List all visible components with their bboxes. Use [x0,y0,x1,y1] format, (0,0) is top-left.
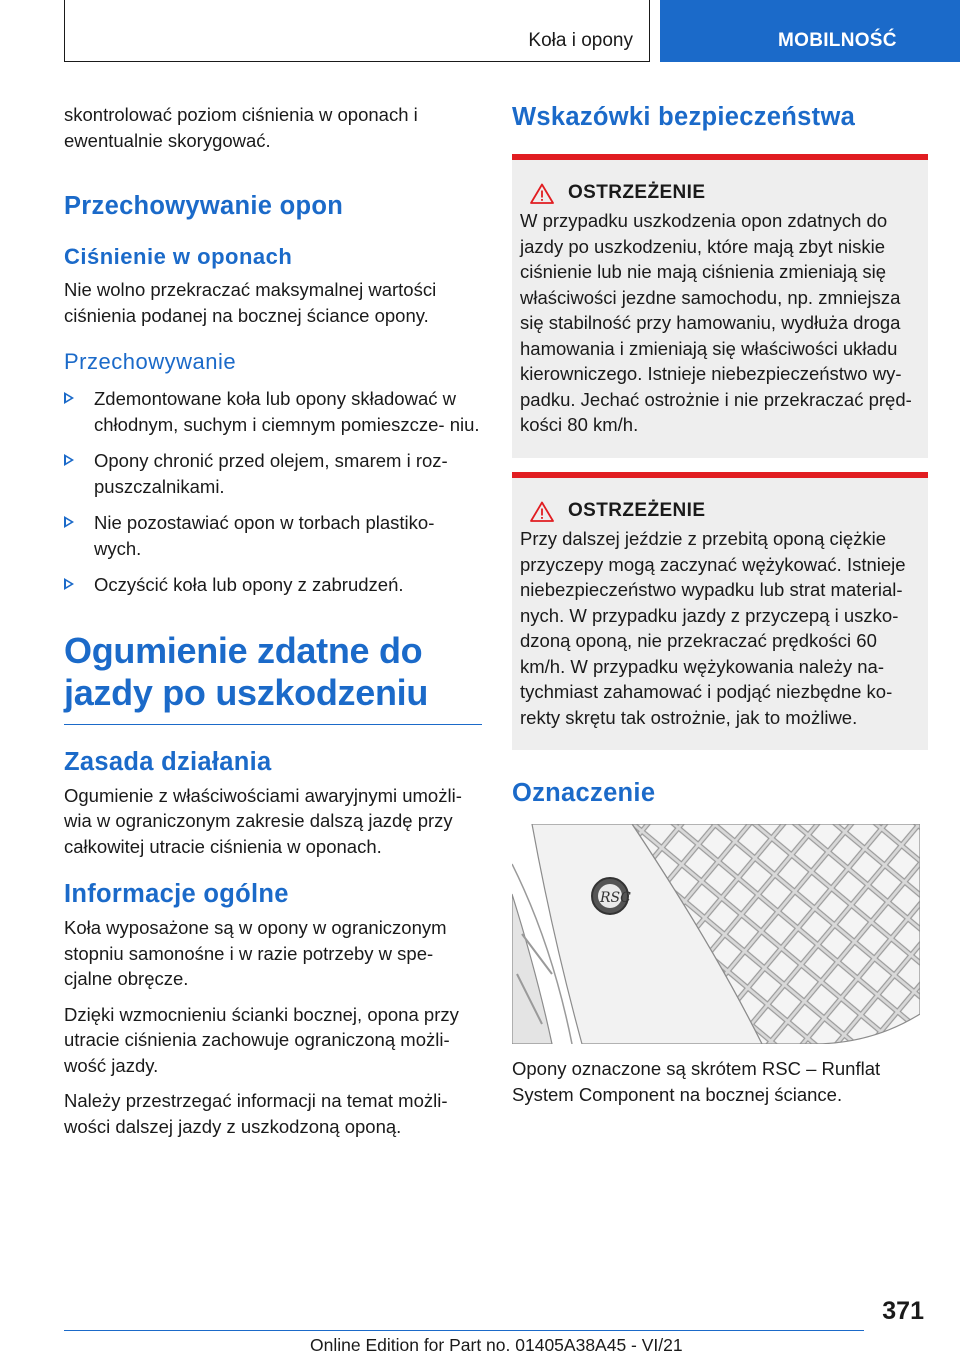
warning-title-2 [520,500,920,522]
svg-text:RSC: RSC [600,890,631,906]
warning-box-1 [512,154,928,458]
heading-runflat: Ogumienie zdatne do jazdy po uszkodzeniu [64,629,429,713]
left-column [64,102,482,1139]
warning-label: OSTRZEŻENIE [568,500,706,521]
heading-safety: Wskazówki bezpieczeństwa [512,103,856,131]
runflat-heading-block [64,630,482,725]
warning-text-1: W przypadku uszkodzenia opon zdatnych do jazdy po uszkodzeniu, które mają zbyt niskie ciśnienie lub nie mają ciśnienia zmieniają się właściwości jezdne samochodu, np. zmniejsza się stabilność przy hamowaniu, wydłuża droga hamowania i zmieniają się właściwości układu kierowniczego. Istnieje niebezpieczeństwo wy- padku. Jechać ostrożnie i nie przekraczać pręd- kości 80 km/h. [520,210,912,435]
triangle-bullet-icon [64,578,74,590]
list-item: Nie pozostawiać opon w torbach plastiko- wych. [64,510,482,561]
warning-title-1 [520,182,920,204]
header-box [64,0,650,62]
rsc-tire-sidewall-image [512,824,920,1044]
footer-rule [64,1330,864,1331]
heading-storing: Przechowywanie [64,349,237,374]
right-column [512,102,928,1107]
general-text-2: Dzięki wzmocnieniu ścianki bocznej, opona przy utracie ciśnienia zachowuje ograniczoną możli- wość jazdy. [64,1003,459,1076]
general-text-1: Koła wyposażone są w opony w ograniczonym stopniu samonośne i w razie potrzeby w spe- cjalne obręcze. [64,917,447,989]
heading-tire-storage: Przechowywanie opon [64,192,344,220]
page-number: 371 [882,1297,924,1325]
list-item: Opony chronić przed olejem, smarem i roz- puszczalnikami. [64,448,482,499]
heading-general-info: Informacje ogólne [64,880,289,908]
triangle-bullet-icon [64,392,74,404]
warning-label: OSTRZEŻENIE [568,182,706,203]
heading-principle: Zasada działania [64,747,272,776]
footer-edition: Online Edition for Part no. 01405A38A45 - VI/21 [310,1335,683,1355]
list-item: Zdemontowane koła lub opony składować w chłodnym, suchym i ciemnym pomieszcze- niu. [64,386,482,437]
heading-marking: Oznaczenie [512,779,656,807]
storing-list [64,386,482,598]
intro-text: skontrolować poziom ciśnienia w oponach i ewentualnie skorygować. [64,104,418,151]
triangle-bullet-icon [64,454,74,466]
warning-box-2 [512,472,928,750]
pressure-text: Nie wolno przekraczać maksymalnej wartości ciśnienia podanej na bocznej ściance opony. [64,279,437,326]
header-section-title: Koła i opony [528,30,633,51]
general-text-3: Należy przestrzegać informacji na temat możli- wości dalszej jazdy z uszkodzoną oponą. [64,1090,448,1137]
heading-tire-pressure: Ciśnienie w oponach [64,244,293,269]
header-chapter-tab: MOBILNOŚĆ [660,0,960,62]
principle-text: Ogumienie z właściwościami awaryjnymi umożli- wia w ograniczonym zakresie dalszą jazdę przy całkowitej utracie ciśnienia w oponach. [64,784,462,857]
photo-caption: Opony oznaczone są skrótem RSC – Runflat System Component na bocznej ściance. [512,1058,881,1105]
warning-text-2: Przy dalszej jeździe z przebitą oponą ciężkie przyczepy mogą zaczynać wężykować. Istnieje niebezpieczeństwo wypadku lub strat material- nych. W przypadku jazdy z przyczepą i uszko- dzoną oponą, nie przekraczać prędkości 60 km/h. W przypadku wężykowania należy na- tychmiast zahamować i podjąć niezbędne ko- rekty skrętu tak ostrożnie, jak to możliwe. [520,528,906,728]
triangle-bullet-icon [64,516,74,528]
warning-triangle-icon [530,183,554,204]
warning-triangle-icon [530,501,554,522]
list-item: Oczyścić koła lub opony z zabrudzeń. [64,572,482,598]
